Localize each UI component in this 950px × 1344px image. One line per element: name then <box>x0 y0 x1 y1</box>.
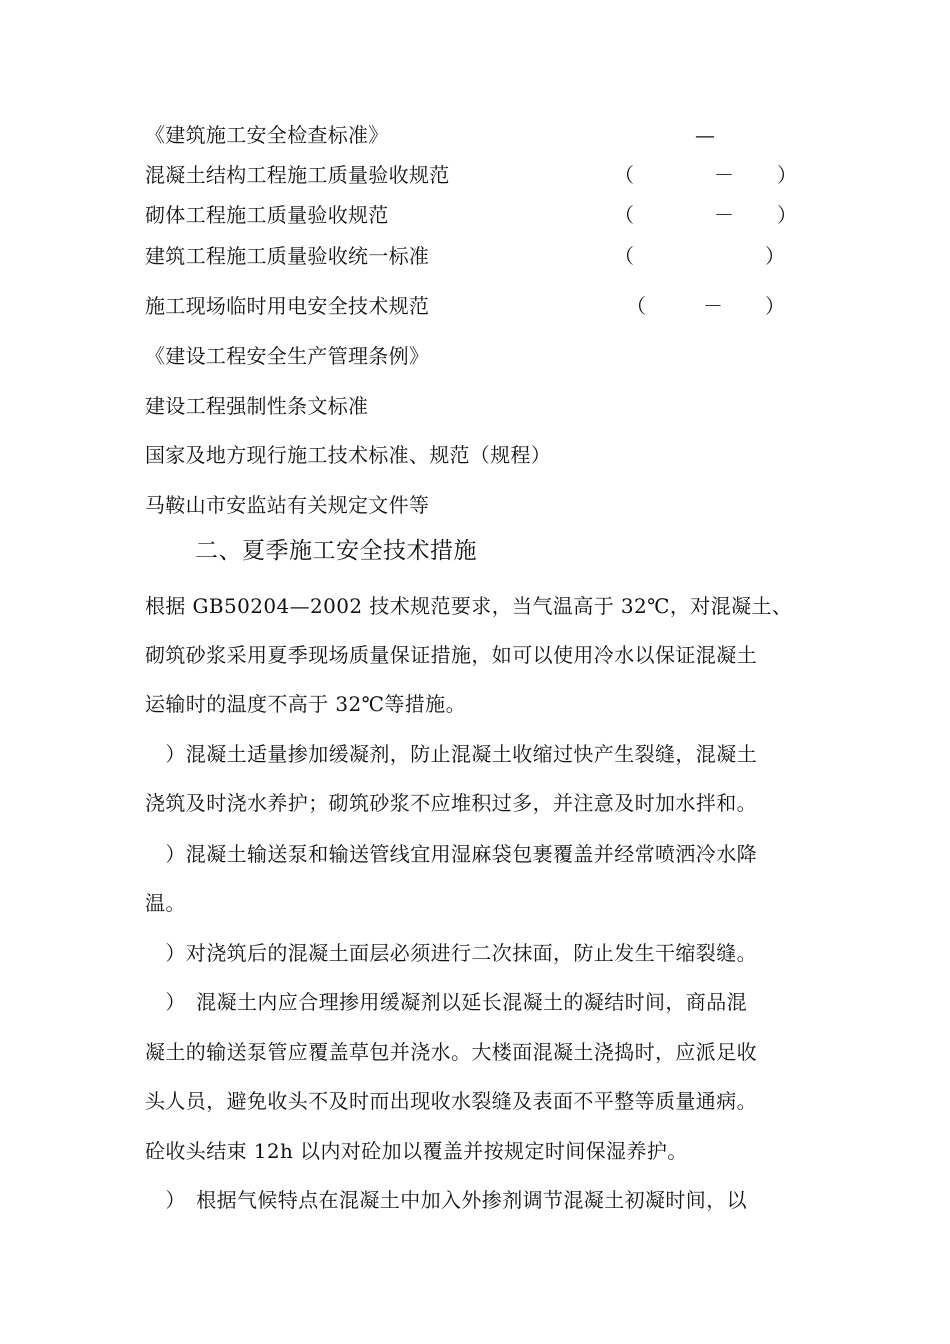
reference-item: 施工现场临时用电安全技术规范 <box>145 294 430 318</box>
section-title: 二、夏季施工安全技术措施 <box>195 538 477 564</box>
reference-item: 《建筑施工安全检查标准》 <box>145 123 389 147</box>
body-line: 根据 GB50204—2002 技术规范要求，当气温高于 32℃，对混凝土、 <box>145 594 793 618</box>
reference-mark: （ <box>626 294 646 318</box>
reference-item: 《建设工程安全生产管理条例》 <box>145 344 430 368</box>
reference-mark: － <box>703 294 723 318</box>
body-line: ）混凝土输送泵和输送管线宜用湿麻袋包裹覆盖并经常喷洒冷水降 <box>145 842 757 866</box>
reference-item: 建筑工程施工质量验收统一标准 <box>145 244 430 268</box>
reference-item: 砌体工程施工质量验收规范 <box>145 203 389 227</box>
body-line: 温。 <box>145 891 186 915</box>
reference-mark: － <box>714 203 734 227</box>
body-line: 砼收头结束 12h 以内对砼加以覆盖并按规定时间保湿养护。 <box>145 1139 688 1163</box>
reference-item: 混凝土结构工程施工质量验收规范 <box>145 163 450 187</box>
body-line: 浇筑及时浇水养护；砌筑砂浆不应堆积过多，并注意及时加水拌和。 <box>145 791 757 815</box>
reference-item: 马鞍山市安监站有关规定文件等 <box>145 493 430 517</box>
reference-mark: （ <box>614 163 634 187</box>
reference-mark: ） <box>765 244 785 268</box>
body-line: ）混凝土适量掺加缓凝剂，防止混凝土收缩过快产生裂缝，混凝土 <box>145 742 757 766</box>
body-line: ）对浇筑后的混凝土面层必须进行二次抹面，防止发生干缩裂缝。 <box>145 941 757 965</box>
reference-mark: － <box>714 163 734 187</box>
reference-mark: （ <box>614 203 634 227</box>
body-line: 运输时的温度不高于 32℃等措施。 <box>145 692 466 716</box>
reference-mark: （ <box>614 244 634 268</box>
body-line: 砌筑砂浆采用夏季现场质量保证措施，如可以使用冷水以保证混凝土 <box>145 643 757 667</box>
reference-mark: — <box>695 123 715 147</box>
reference-item: 建设工程强制性条文标准 <box>145 394 369 418</box>
reference-item: 国家及地方现行施工技术标准、规范（规程） <box>145 443 551 467</box>
body-line: 凝土的输送泵管应覆盖草包并浇水。大楼面混凝土浇捣时，应派足收 <box>145 1040 757 1064</box>
body-line: 头人员，避免收头不及时而出现收水裂缝及表面不平整等质量通病。 <box>145 1089 757 1113</box>
reference-mark: ） <box>765 294 785 318</box>
body-line: ） 根据气候特点在混凝土中加入外掺剂调节混凝土初凝时间，以 <box>145 1188 747 1212</box>
reference-mark: ） <box>777 203 797 227</box>
body-line: ） 混凝土内应合理掺用缓凝剂以延长混凝土的凝结时间，商品混 <box>145 990 747 1014</box>
reference-mark: ） <box>777 163 797 187</box>
